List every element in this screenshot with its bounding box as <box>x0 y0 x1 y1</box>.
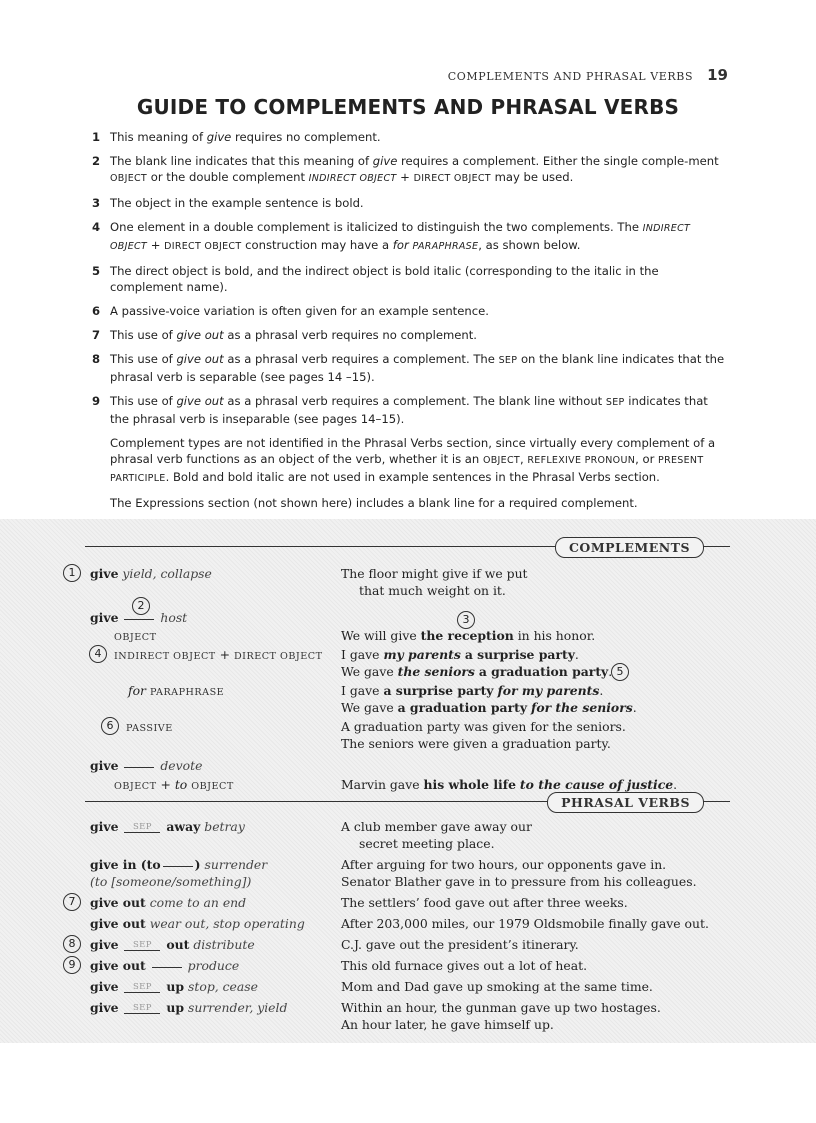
text-segment: , or <box>635 452 659 466</box>
phrasal-give-out-distribute <box>0 936 816 953</box>
text-segment: a surprise party <box>464 647 575 662</box>
text-segment: DIRECT OBJECT <box>413 173 491 184</box>
text-segment: We gave <box>341 664 398 679</box>
text-segment: An hour later, he gave himself up. <box>341 1017 554 1032</box>
text-segment: indicates that the phrasal verb is inseparable (see pages 14–15). <box>110 394 708 426</box>
text-segment: We will give <box>341 628 421 643</box>
phrasal-give-in <box>0 856 816 890</box>
text-segment: give out <box>90 916 146 931</box>
text-segment: to the cause of justice <box>519 777 674 792</box>
callout-4: 4 <box>89 645 107 663</box>
text-segment: . <box>599 683 604 698</box>
text-segment: PARAPHRASE <box>149 687 225 698</box>
guide-notes <box>92 129 727 519</box>
text-segment: The floor might give if we put <box>341 566 528 581</box>
text-segment: , as shown below. <box>478 238 581 252</box>
example-panel <box>0 519 816 1043</box>
text-segment: The Expressions section (not shown here) includes a blank line for a required complement. <box>110 496 638 510</box>
text-segment: We gave <box>341 700 398 715</box>
phrasal-give-out-wear <box>0 915 816 932</box>
text-segment: INDIRECT OBJECT <box>308 173 397 184</box>
text-segment: yield, collapse <box>122 566 212 581</box>
note-8 <box>92 351 727 385</box>
phrasal-section-header <box>85 792 730 812</box>
text-segment: A club member gave away our <box>341 819 532 834</box>
text-segment: The object in the example sentence is bold. <box>110 196 364 210</box>
phrasal-entries <box>0 818 816 1033</box>
text-segment: may be used. <box>490 170 574 184</box>
note-9 <box>92 393 727 427</box>
phrasal-verbs-label: PHRASAL VERBS <box>547 792 704 813</box>
text-segment: C.J. gave out the president’s itinerary. <box>341 937 579 952</box>
text-segment: his whole life <box>423 777 516 792</box>
text-segment: 6 <box>92 304 101 318</box>
phrasal-give-up-surrender <box>0 999 816 1033</box>
text-segment: secret meeting place. <box>359 836 495 851</box>
text-segment: as a phrasal verb requires a complement. The <box>223 352 499 366</box>
running-head <box>448 66 728 84</box>
phrasal-give-away <box>0 818 816 852</box>
text-segment: OBJECT <box>114 632 157 643</box>
text-segment: give <box>90 979 119 994</box>
text-segment: Within an hour, the gunman gave up two hostages. <box>341 1000 661 1015</box>
text-segment: give <box>90 610 119 625</box>
text-segment: a graduation party <box>397 700 528 715</box>
running-head-text: COMPLEMENTS AND PHRASAL VERBS <box>447 70 694 83</box>
callout-1: 1 <box>63 564 81 582</box>
paragraph-expressions <box>92 495 727 511</box>
text-segment: for <box>128 683 146 698</box>
text-segment: INDIRECT OBJECT <box>110 223 691 252</box>
text-segment: wear out, stop operating <box>149 916 305 931</box>
text-segment: away <box>166 819 201 834</box>
text-segment: I gave <box>341 683 384 698</box>
sep-blank: SEP <box>124 941 160 951</box>
entry-give-devote <box>0 757 816 774</box>
phrasal-give-out-produce <box>0 957 816 974</box>
text-segment: the seniors <box>397 664 475 679</box>
note-2 <box>92 153 727 187</box>
text-segment: for the seniors <box>530 700 633 715</box>
text-segment: 7 <box>92 328 101 342</box>
sep-blank: SEP <box>124 1004 160 1014</box>
note-6 <box>92 303 727 319</box>
text-segment: . <box>574 647 579 662</box>
text-segment: give <box>372 154 398 168</box>
text-segment: give out <box>90 958 146 973</box>
text-segment: give <box>90 1000 119 1015</box>
entry-object-to-object <box>0 776 816 793</box>
complement-blank <box>124 767 154 768</box>
text-segment: give <box>90 758 119 773</box>
text-segment: a surprise party <box>383 683 494 698</box>
text-segment: up <box>166 1000 185 1015</box>
text-segment: This old furnace gives out a lot of heat. <box>341 958 588 973</box>
text-segment: to <box>174 777 188 792</box>
text-segment: SEP <box>498 355 518 366</box>
phrasal-give-up-stop <box>0 978 816 995</box>
text-segment: 1 <box>92 130 101 144</box>
note-7 <box>92 327 727 343</box>
text-segment: + <box>219 647 231 662</box>
text-segment: devote <box>160 758 203 773</box>
text-segment: INDIRECT OBJECT <box>114 651 216 662</box>
text-segment: host <box>160 610 188 625</box>
text-segment: give <box>206 130 232 144</box>
text-segment: . <box>673 777 678 792</box>
text-segment: I gave <box>341 647 384 662</box>
text-segment: Complement types are not identified in the Phrasal Verbs section, since virtually every complement of a phrasal verb functions as an object of the verb, whether it is an <box>110 436 716 466</box>
text-segment: requires a complement. Either the single comple-ment <box>397 154 719 168</box>
text-segment: 8 <box>92 352 101 366</box>
text-segment: The seniors were given a graduation party. <box>341 736 611 751</box>
text-segment: A graduation party was given for the seniors. <box>341 719 626 734</box>
text-segment: The direct object is bold, and the indirect object is bold italic (corresponding to the italic in the complement name). <box>110 264 659 294</box>
text-segment: PARAPHRASE <box>412 241 479 252</box>
text-segment: for my parents <box>497 683 600 698</box>
complements-label: COMPLEMENTS <box>555 537 704 558</box>
text-segment: . <box>632 700 637 715</box>
text-segment: The settlers’ food gave out after three weeks. <box>341 895 628 910</box>
text-segment: that much weight on it. <box>359 583 506 598</box>
text-segment: Mom and Dad gave up smoking at the same time. <box>341 979 653 994</box>
text-segment: PASSIVE <box>126 723 173 734</box>
text-segment: , <box>520 452 528 466</box>
text-segment: OBJECT <box>482 455 520 466</box>
callout-8: 8 <box>63 935 81 953</box>
text-segment: for <box>392 238 409 252</box>
text-segment: betray <box>204 819 245 834</box>
text-segment: . Bold and bold italic are not used in example sentences in the Phrasal Verbs section. <box>165 470 660 484</box>
text-segment: After arguing for two hours, our opponents gave in. <box>341 857 667 872</box>
text-segment: my parents <box>383 647 461 662</box>
text-segment: OBJECT <box>110 173 148 184</box>
text-segment: surrender, yield <box>188 1000 288 1015</box>
text-segment: One element in a double complement is italicized to distinguish the two complements. The <box>110 220 643 234</box>
text-segment: Senator Blather gave in to pressure from his colleagues. <box>341 874 697 889</box>
text-segment: The blank line indicates that this meaning of <box>110 154 373 168</box>
callout-3: 3 <box>457 611 475 629</box>
text-segment: construction may have a <box>241 238 393 252</box>
text-segment: SEP <box>605 397 625 408</box>
text-segment: give out <box>176 352 224 366</box>
text-segment: DIRECT OBJECT <box>233 651 323 662</box>
text-segment: This use of <box>110 394 177 408</box>
entry-for-paraphrase <box>0 682 816 716</box>
text-segment: After 203,000 miles, our 1979 Oldsmobile finally gave out. <box>341 916 709 931</box>
text-segment: OBJECT <box>191 781 234 792</box>
entry-give-host <box>0 599 816 626</box>
callout-6: 6 <box>101 717 119 735</box>
text-segment: on the blank line indicates that the phrasal verb is separable (see pages 14 –15). <box>110 352 725 384</box>
callout-7: 7 <box>63 893 81 911</box>
text-segment: requires no complement. <box>231 130 381 144</box>
page-title: GUIDE TO COMPLEMENTS AND PHRASAL VERBS <box>136 95 680 119</box>
text-segment: + <box>147 238 165 252</box>
note-4 <box>92 219 727 255</box>
complement-blank <box>163 866 193 867</box>
note-1 <box>92 129 727 145</box>
note-5 <box>92 263 727 295</box>
complements-section-header <box>85 537 730 557</box>
text-segment: give <box>90 819 119 834</box>
text-segment: DIRECT OBJECT <box>164 241 242 252</box>
text-segment: or the double complement <box>147 170 309 184</box>
text-segment: out <box>166 937 190 952</box>
text-segment: distribute <box>193 937 255 952</box>
callout-9: 9 <box>63 956 81 974</box>
text-segment: the reception <box>420 628 514 643</box>
text-segment: 5 <box>92 264 101 278</box>
phrasal-give-out-end <box>0 894 816 911</box>
complement-blank <box>124 619 154 620</box>
text-segment: This use of <box>110 352 177 366</box>
text-segment: a graduation party <box>478 664 609 679</box>
text-segment: (to [someone/something]) <box>90 874 252 889</box>
text-segment: A passive-voice variation is often given for an example sentence. <box>110 304 489 318</box>
text-segment: 4 <box>92 220 101 234</box>
text-segment: ) <box>194 857 201 872</box>
text-segment: 9 <box>92 394 101 408</box>
text-segment: give out <box>90 895 146 910</box>
callout-5: 5 <box>611 663 629 681</box>
text-segment: + <box>396 170 414 184</box>
callout-2: 2 <box>132 597 150 615</box>
text-segment: give out <box>176 328 224 342</box>
text-segment: surrender <box>204 857 268 872</box>
note-3 <box>92 195 727 211</box>
text-segment: give <box>90 566 119 581</box>
sep-blank: SEP <box>124 823 160 833</box>
text-segment: come to an end <box>149 895 247 910</box>
text-segment: stop, cease <box>188 979 258 994</box>
text-segment: . <box>608 664 613 679</box>
text-segment: give <box>90 937 119 952</box>
text-segment: up <box>166 979 185 994</box>
text-segment: as a phrasal verb requires no complement. <box>223 328 477 342</box>
text-segment: This use of <box>110 328 177 342</box>
page-number: 19 <box>707 66 728 84</box>
text-segment: give out <box>176 394 224 408</box>
entry-passive <box>0 718 816 752</box>
text-segment: 3 <box>92 196 101 210</box>
text-segment: Marvin gave <box>341 777 424 792</box>
text-segment: in his honor. <box>513 628 596 643</box>
complement-blank <box>152 967 182 968</box>
entry-indirect-direct <box>0 646 816 680</box>
sep-blank: SEP <box>124 983 160 993</box>
text-segment: This meaning of <box>110 130 207 144</box>
paragraph-complement-types <box>92 435 727 487</box>
text-segment: give in (to <box>90 857 161 872</box>
text-segment: PRESENT PARTICIPLE <box>110 455 704 484</box>
complements-entries <box>0 565 816 793</box>
text-segment: + <box>160 777 171 792</box>
entry-give-yield <box>0 565 816 599</box>
text-segment: REFLEXIVE PRONOUN <box>527 455 636 466</box>
text-segment: as a phrasal verb requires a complement. The blank line without <box>223 394 606 408</box>
text-segment: 2 <box>92 154 101 168</box>
text-segment: produce <box>187 958 240 973</box>
text-segment: OBJECT <box>114 781 157 792</box>
